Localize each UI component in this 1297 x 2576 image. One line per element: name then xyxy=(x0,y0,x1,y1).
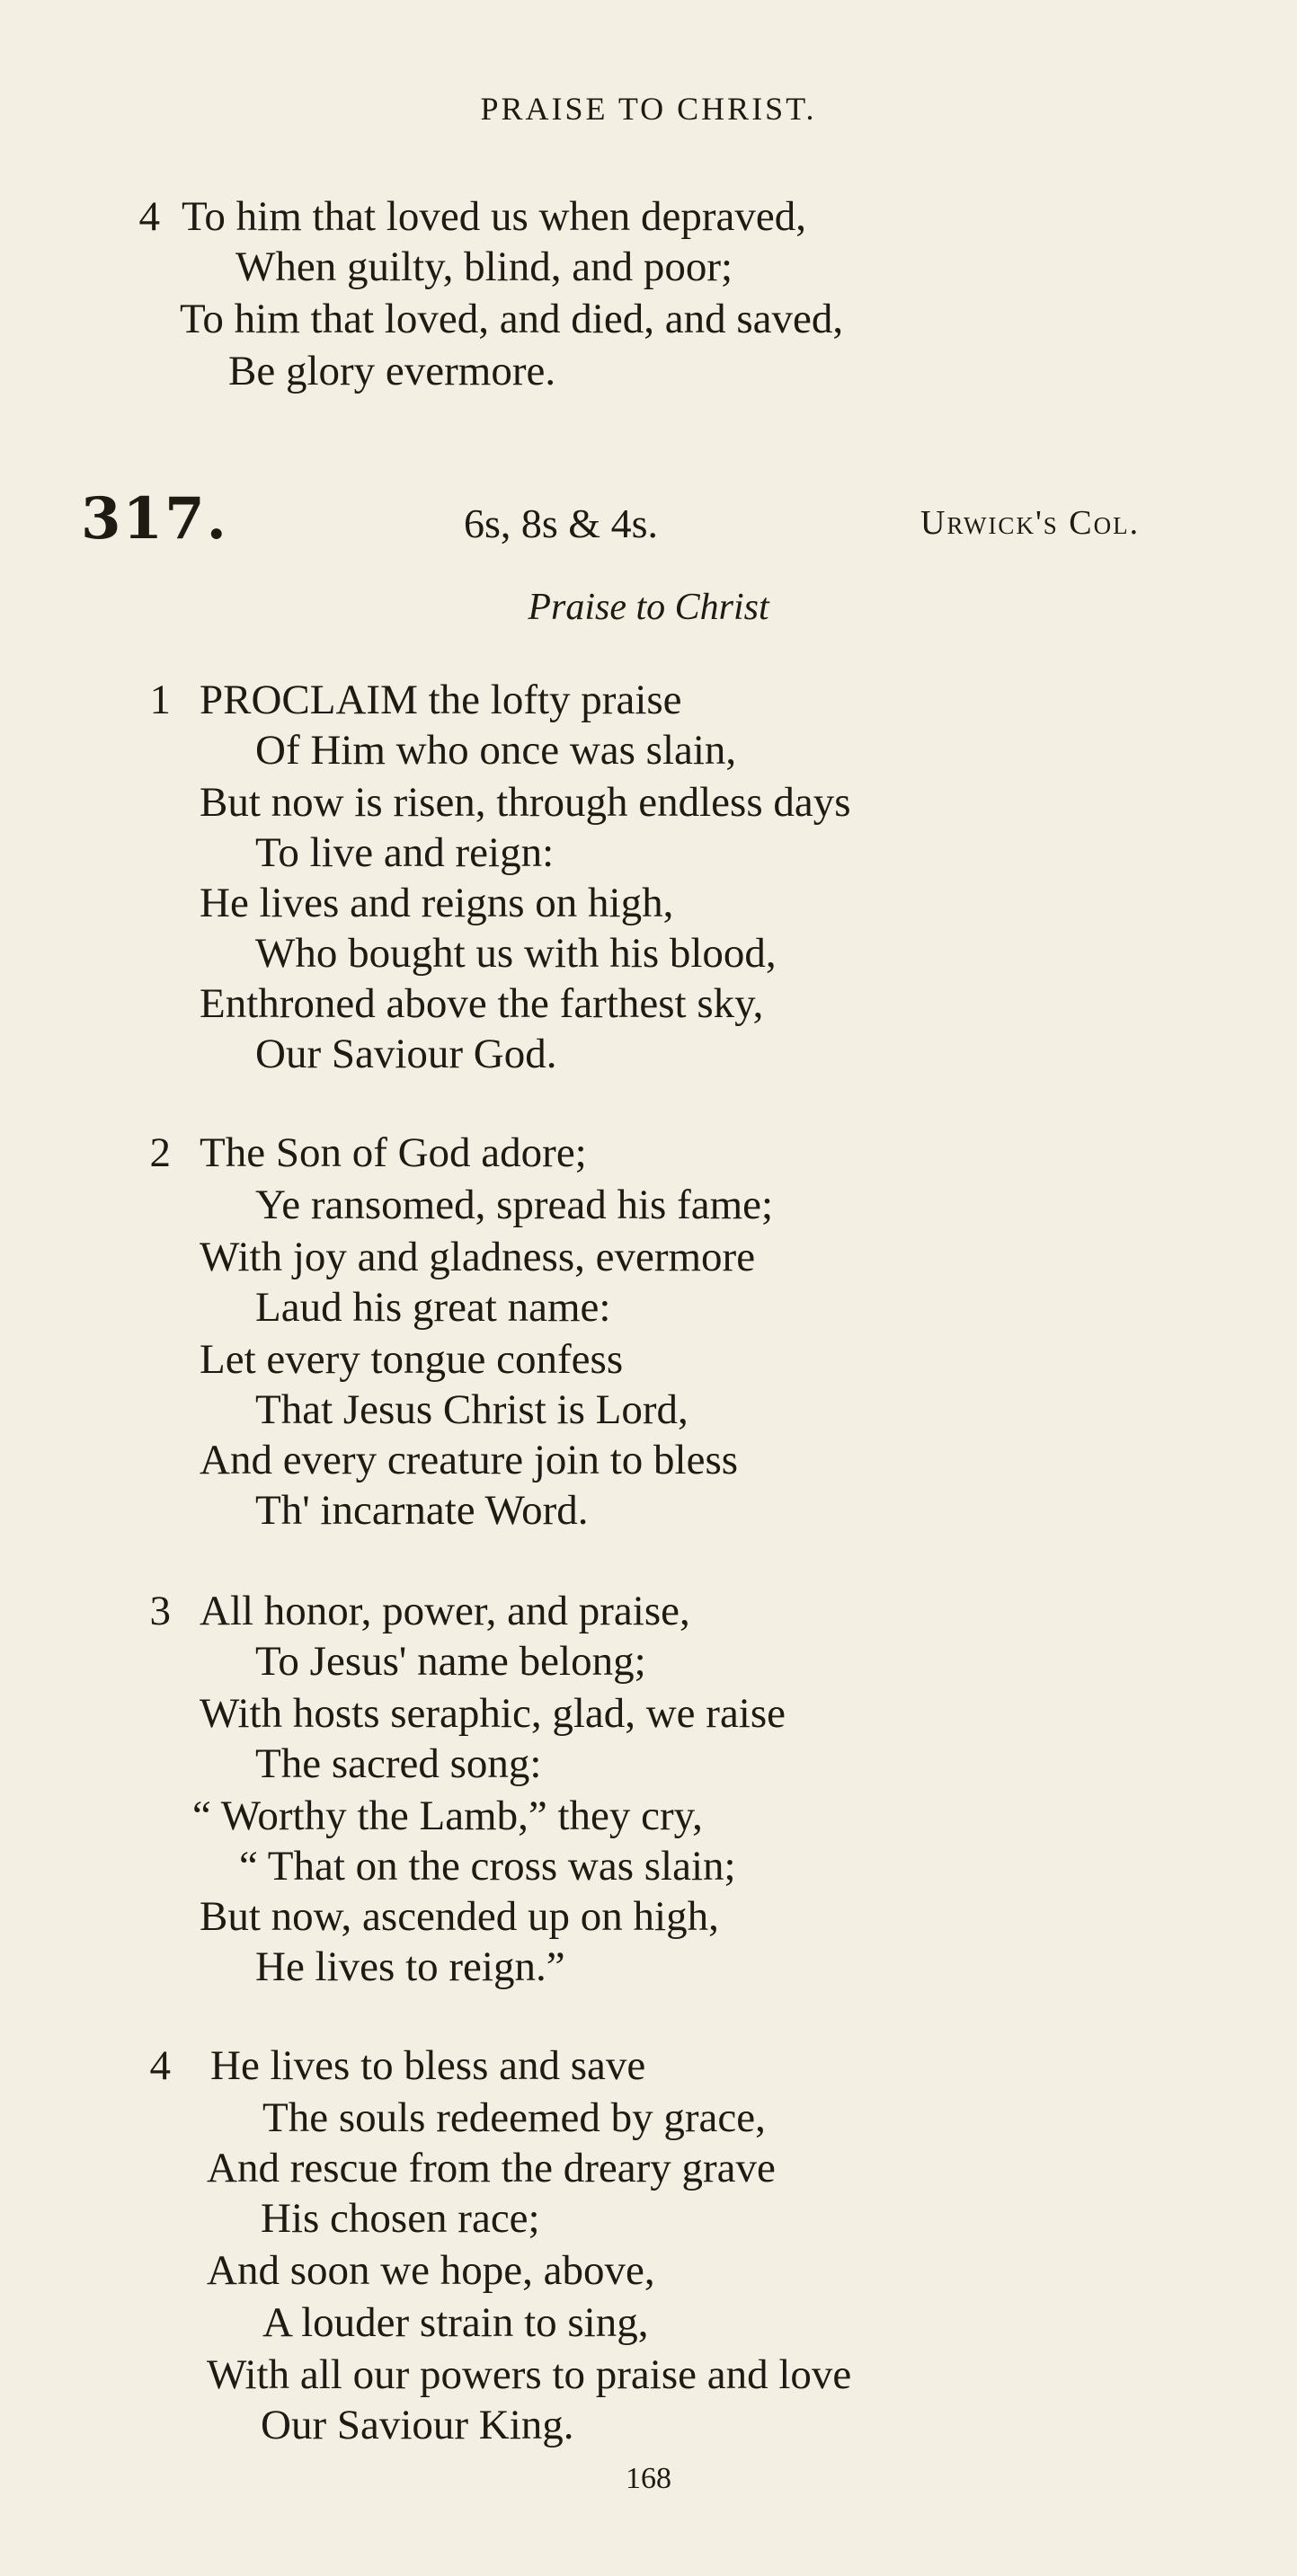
hymn-number: 317. xyxy=(81,485,228,553)
stanza-1-line-8: Our Saviour God. xyxy=(255,1031,557,1077)
stanza-2-line-5: Let every tongue confess xyxy=(200,1336,624,1383)
hymn-source: Urwick's Col. xyxy=(920,504,1141,542)
stanza-number: 2 xyxy=(149,1129,171,1176)
stanza-4-line-4: His chosen race; xyxy=(261,2195,540,2242)
stanza-3-line-6: “ That on the cross was slain; xyxy=(239,1843,736,1890)
stanza-1-line-7: Enthroned above the farthest sky, xyxy=(200,980,764,1027)
running-header: PRAISE TO CHRIST. xyxy=(480,91,817,127)
prev-stanza-line-3: To him that loved, and died, and saved, xyxy=(180,296,844,342)
stanza-4-line-5: And soon we hope, above, xyxy=(207,2247,655,2294)
stanza-3-line-4: The sacred song: xyxy=(255,1740,542,1787)
stanza-3-line-3: With hosts seraphic, glad, we raise xyxy=(200,1690,786,1737)
stanza-3-line-8: He lives to reign.” xyxy=(255,1943,565,1990)
stanza-1-line-3: But now is risen, through endless days xyxy=(200,779,851,826)
stanza-number: 3 xyxy=(149,1588,171,1634)
stanza-1-line-6: Who bought us with his blood, xyxy=(255,930,777,977)
stanza-4-line-1: He lives to bless and save xyxy=(210,2042,646,2089)
stanza-1-line-5: He lives and reigns on high, xyxy=(200,880,674,926)
stanza-1-line-4: To live and reign: xyxy=(255,829,555,876)
stanza-2-line-3: With joy and gladness, evermore xyxy=(200,1234,756,1280)
stanza-3-line-7: But now, ascended up on high, xyxy=(200,1893,719,1940)
page-number: 168 xyxy=(626,2462,671,2495)
stanza-4-line-2: The souls redeemed by grace, xyxy=(262,2094,766,2141)
stanza-2-line-8: Th' incarnate Word. xyxy=(255,1487,589,1534)
hymn-meter: 6s, 8s & 4s. xyxy=(464,500,658,546)
prev-stanza-line-4: Be glory evermore. xyxy=(228,348,556,394)
stanza-2-line-1: The Son of God adore; xyxy=(200,1129,587,1176)
stanza-4-line-3: And rescue from the dreary grave xyxy=(207,2145,776,2191)
hymnal-page: PRAISE TO CHRIST. 4 To him that loved us when depraved, When guilty, blind, and poor; To him that loved, and died, and saved, Be glory evermore. 317. 6s, 8s & 4s. Urwick's Col. Praise to Christ 1 PROCLAIM the lofty praise Of Him who once was slain, But now is risen, through endless days To live and reign: He lives and reigns on high, Who bought us with his blood, Enthroned above the farthest sky, Our Saviour God. 2 The Son of God adore; Ye ransomed, spread his fame; With joy and gladness, evermore Laud his great name: Let every tongue confess That Jesus Christ is Lord, And every creature join to bless Th' incarnate Word. 3 All honor, power, and praise, To Jesus' name belong; With hosts seraphic, glad, we raise The sacred song: “ Worthy the Lamb,” they cry, “ That on the cross was slain; But now, ascended up on high, He lives to reign.” 4 He lives to bless and save The souls redeemed by grace, And rescue from the dreary grave His chosen race; And soon we hope, above, A louder strain to sing, With all our powers to praise and love Our Saviour King. 168 xyxy=(0,0,1297,2576)
stanza-number: 4 xyxy=(149,2042,171,2089)
stanza-number: 1 xyxy=(149,677,171,723)
stanza-1-line-2: Of Him who once was slain, xyxy=(255,727,737,774)
stanza-3-line-1: All honor, power, and praise, xyxy=(200,1588,690,1634)
stanza-3-line-2: To Jesus' name belong; xyxy=(255,1638,646,1685)
stanza-4-line-7: With all our powers to praise and love xyxy=(207,2351,852,2398)
stanza-4-line-8: Our Saviour King. xyxy=(261,2402,574,2448)
stanza-2-line-7: And every creature join to bless xyxy=(200,1437,739,1483)
stanza-2-line-4: Laud his great name: xyxy=(255,1284,611,1331)
stanza-2-line-6: That Jesus Christ is Lord, xyxy=(255,1386,688,1433)
prev-stanza-line-2: When guilty, blind, and poor; xyxy=(235,243,733,290)
stanza-3-line-5: “ Worthy the Lamb,” they cry, xyxy=(192,1793,703,1839)
hymn-title: Praise to Christ xyxy=(528,587,769,628)
stanza-4-line-6: A louder strain to sing, xyxy=(262,2299,649,2346)
stanza-2-line-2: Ye ransomed, spread his fame; xyxy=(255,1182,774,1228)
stanza-1-line-1: PROCLAIM the lofty praise xyxy=(200,677,682,723)
prev-stanza-number: 4 xyxy=(138,193,160,240)
